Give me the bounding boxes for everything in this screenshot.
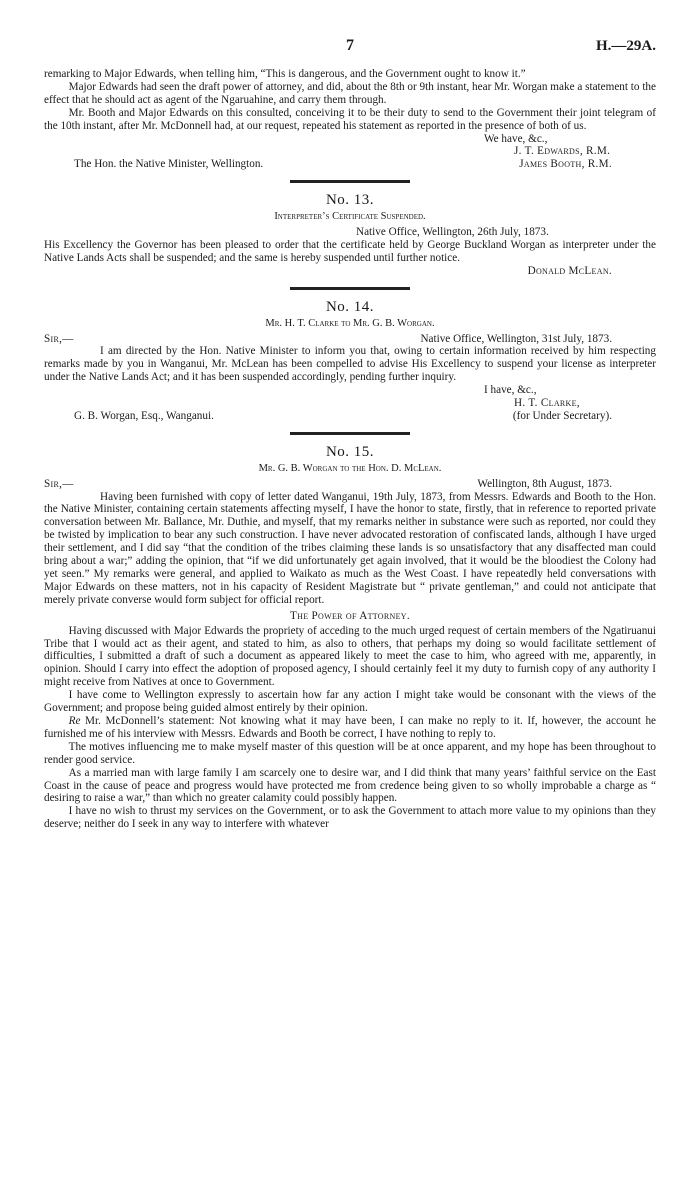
document-number: No. 13. bbox=[325, 192, 375, 209]
signature: James Booth, R.M. bbox=[519, 158, 612, 171]
signature-row bbox=[44, 410, 656, 423]
paragraph: Having discussed with Major Edwards the propriety of acceding to the much urged request of certain members of the Ngatiruanui Tribe that I would act as their agent, and stated to him, as also to others, that perhaps my doing so would facilitate settlement of difficulties, I submitted a draft of such a document as appeared likely to meet the case to him, who agreed with me, apparently, in opinion. Should I carry into effect the adoption of proposed agency, I should certainly feel it my duty to furnish copy of any authority I might receive from Natives at once to Government. bbox=[44, 624, 656, 689]
section-divider bbox=[290, 287, 410, 290]
paragraph: Mr. Booth and Major Edwards on this consulted, conceiving it to be their duty to send to the Government their joint telegram of the 10th instant, after Mr. McDonnell had, at our request, repeated his statement as reported in the presence of both of us. bbox=[44, 106, 656, 132]
addressee: The Hon. the Native Minister, Wellington. bbox=[74, 158, 264, 171]
paragraph: I have come to Wellington expressly to ascertain how far any action I might take would be consonant with the views of the Government; and propose being guided almost entirely by their opinion. bbox=[44, 689, 656, 715]
salutation-row bbox=[44, 333, 656, 346]
dateline: Wellington, 8th August, 1873. bbox=[477, 477, 612, 490]
dateline: Native Office, Wellington, 31st July, 1873. bbox=[420, 332, 612, 345]
document-no13 bbox=[44, 194, 656, 277]
paragraph: I am directed by the Hon. Native Minister to inform you that, owing to certain information received by him respecting remarks made by you in Wanganui, Mr. McLean has been compelled to advise His Excellency to suspend your license as interpreter under the Native Lands Act; and it has been suspended accordingly, pending further inquiry. bbox=[44, 345, 656, 384]
document-subtitle: Mr. G. B. Worgan to the Hon. D. McLean. bbox=[258, 462, 442, 474]
continued-letter bbox=[44, 68, 656, 171]
re-prefix: Re bbox=[68, 714, 81, 727]
paper-reference: H.—29A. bbox=[596, 38, 656, 54]
dateline: Native Office, Wellington, 26th July, 1873. bbox=[356, 226, 549, 239]
section-heading: The Power of Attorney. bbox=[290, 609, 410, 622]
paragraph: I have no wish to thrust my services on the Government, or to ask the Government to attach more value to my opinions than they deserve; neither do I seek in any way to interfere with whatever bbox=[44, 805, 656, 831]
document-subtitle: Mr. H. T. Clarke to Mr. G. B. Worgan. bbox=[265, 317, 435, 329]
signature-role: (for Under Secretary). bbox=[512, 409, 612, 422]
paragraph: As a married man with large family I am scarcely one to desire war, and I did think that many years’ faithful service on the East Coast in the cause of peace and progress would have protected me from credence being given to so wholly improbable a charge as “ desiring to raise a war,” than which no greater calamity could possibly happen. bbox=[44, 766, 656, 805]
closing: We have, &c., bbox=[484, 132, 548, 145]
document-no15 bbox=[44, 443, 656, 831]
signature-row bbox=[44, 158, 656, 171]
signature: Donald McLean. bbox=[527, 264, 612, 277]
paragraph bbox=[44, 715, 656, 741]
page-number: 7 bbox=[346, 37, 354, 54]
salutation: Sir,— bbox=[44, 332, 74, 345]
document-number: No. 14. bbox=[325, 298, 375, 315]
salutation: Sir,— bbox=[44, 477, 74, 490]
signature: J. T. Edwards, R.M. bbox=[514, 145, 611, 158]
paragraph: His Excellency the Governor has been pleased to order that the certificate held by George Buckland Worgan as interpreter under the Native Lands Acts shall be suspended; and the same is hereby suspended until further notice. bbox=[44, 238, 656, 264]
document-subtitle: Interpreter’s Certificate Suspended. bbox=[274, 211, 426, 223]
page-header bbox=[44, 37, 656, 68]
paragraph: Having been furnished with copy of letter dated Wanganui, 19th July, 1873, from Messrs. Edwards and Booth to the Hon. the Native Minister, containing certain statements affecting myself, I have the honor to state, firstly, that in reference to reported private conversation between Mr. Ballance, Mr. Duthie, and myself, that my remarks neither in substance were such as reported, nor could they be twisted by implication to bear any such construction. I have never advocated restoration of confiscated lands, although I have urged their settlement, and I did say “that the condition of the tribes claiming these lands is so unsatisfactory that any disaffected man could bring about a war;” adding the opinion, that “if we did unfortunately get again involved, that it would be the bloodiest the Colony had yet seen.” My remarks were general, and applied to Waikato as much as the West Coast. I have repeatedly held conversations with Major Edwards on these matters, not in his capacity of Resident Magistrate but “ private gentleman,” and could not anticipate that merely private converse would form subject for official report. bbox=[44, 490, 656, 606]
paragraph-text: Mr. McDonnell’s statement: Not knowing what it may have been, I can make no reply to it. If, however, the account he furnished me of his interview with Messrs. Edwards and Booth be correct, I have nothing to reply to. bbox=[44, 714, 656, 740]
section-divider bbox=[290, 180, 410, 183]
closing: I have, &c., bbox=[484, 384, 537, 397]
paragraph: Major Edwards had seen the draft power of attorney, and did, about the 8th or 9th instant, hear Mr. Worgan make a statement to the effect that he should act as agent of the Ngaruahine, and carry them through. bbox=[44, 80, 656, 106]
document-number: No. 15. bbox=[325, 443, 375, 460]
section-divider bbox=[290, 432, 410, 435]
signature: H. T. Clarke, bbox=[514, 397, 580, 410]
paragraph: The motives influencing me to make myself master of this question will be at once apparent, and my hope has been throughout to render good service. bbox=[44, 740, 656, 766]
addressee: G. B. Worgan, Esq., Wanganui. bbox=[74, 409, 214, 422]
paragraph: remarking to Major Edwards, when telling him, “This is dangerous, and the Government ought to know it.” bbox=[44, 68, 526, 80]
salutation-row bbox=[44, 478, 656, 491]
document-no14 bbox=[44, 298, 656, 423]
